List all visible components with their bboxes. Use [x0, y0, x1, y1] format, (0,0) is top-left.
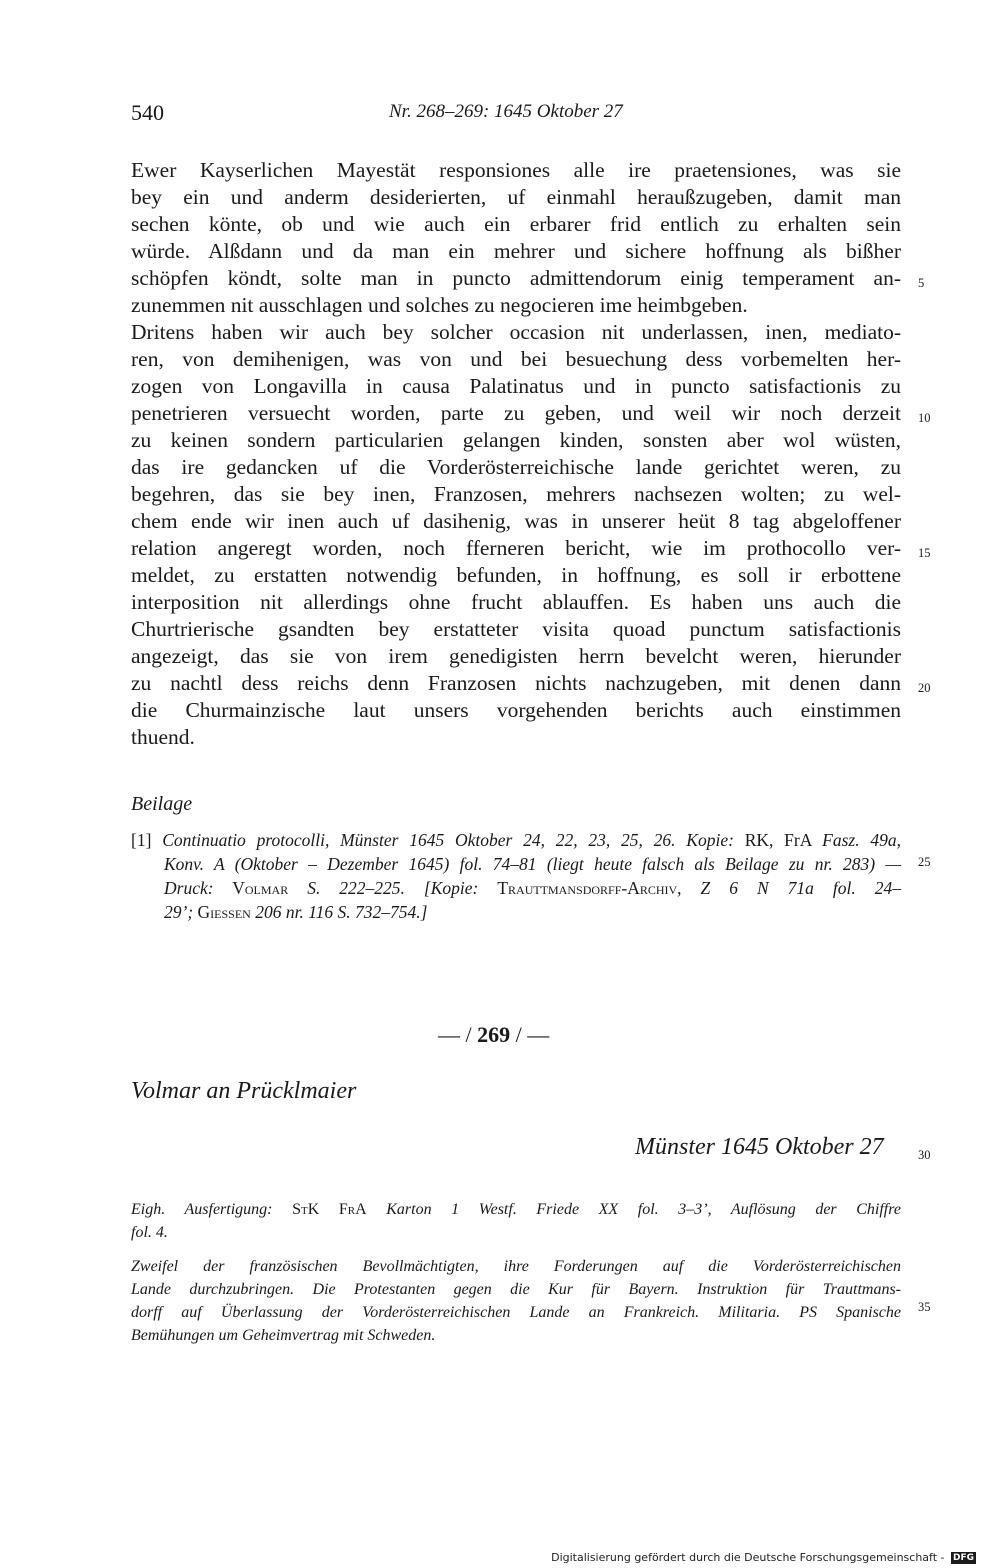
text-line: penetrieren versuecht worden, parte zu geben, und weil wir noch derzeit — [131, 401, 901, 425]
beilage-entry-line — [131, 828, 901, 852]
running-title: Nr. 268–269: 1645 Oktober 27 — [389, 101, 623, 122]
text-line: zunemmen nit ausschlagen und solches zu negocieren ime heimbgeben. — [131, 293, 748, 317]
beilage-text: Druck: — [164, 878, 214, 898]
source-line: fol. 4. — [131, 1224, 168, 1241]
beilage-entry-line — [164, 852, 901, 876]
regest-line: Bemühungen um Geheimvertrag mit Schweden. — [131, 1327, 436, 1344]
text-line: das ire gedancken uf die Vorderösterreichische lande gerichtet weren, zu — [131, 455, 901, 479]
line-number: 25 — [918, 855, 931, 869]
text-line: Churtrierische gsandten bey erstatteter visita quoad punctum satisfactionis — [131, 617, 901, 641]
text-line: sechen könte, ob und wie auch ein erbarer frid entlich zu erhalten sein — [131, 212, 901, 236]
beilage-text: Fasz. 49a, — [822, 830, 902, 850]
text-line: chem ende wir inen auch uf dasihenig, was in unserer heüt 8 tag abgeloffener — [131, 509, 901, 533]
beilage-entry-line — [164, 900, 901, 924]
text-line: Ewer Kayserlichen Mayestät responsiones alle ire praetensiones, was sie — [131, 158, 901, 182]
line-number: 5 — [918, 276, 925, 290]
beilage-text: Trauttmansdorff-Archiv, — [497, 878, 682, 898]
text-line: meldet, zu erstatten notwendig befunden, in hoffnung, es soll ir erbottene — [131, 563, 901, 587]
document-place-date: Münster 1645 Oktober 27 — [635, 1134, 884, 1160]
regest-line: Lande durchzubringen. Die Protestanten gegen die Kur für Bayern. Instruktion für Trauttmans- — [131, 1281, 901, 1298]
line-number: 15 — [918, 546, 931, 560]
document-number-suffix: / — — [515, 1022, 550, 1047]
footer — [0, 1546, 1000, 1568]
regest-line: dorff auf Überlassung der Vorderösterreichischen Lande an Frankreich. Militaria. PS Spanische — [131, 1304, 901, 1321]
line-number: 30 — [918, 1148, 931, 1162]
source-line — [131, 1198, 901, 1221]
regest-line: Zweifel der französischen Bevollmächtigten, ihre Forderungen auf die Vorderösterreichischen — [131, 1258, 901, 1275]
beilage-text: RK, FrA — [733, 830, 823, 850]
beilage-text: 29’; — [164, 902, 198, 922]
text-line: schöpfen köndt, solte man in puncto admittendorum einig temperament an- — [131, 266, 901, 290]
text-line: zu nachtl dess reichs denn Franzosen nichts nachzugeben, mit denen dann — [131, 671, 901, 695]
text-line: zu keinen sondern particularien gelangen kinden, sonsten aber wol wüsten, — [131, 428, 901, 452]
footer-credit-text: Digitalisierung gefördert durch die Deutsche Forschungsgemeinschaft - — [551, 1551, 945, 1564]
document-addressee: Volmar an Prücklmaier — [131, 1078, 357, 1104]
source-text: Eigh. Ausfertigung: — [131, 1201, 293, 1218]
source-text: StK FrA — [292, 1201, 367, 1218]
text-line: angezeigt, das sie von irem genedigisten herrn bevelcht weren, hierunder — [131, 644, 901, 668]
page-number: 540 — [131, 100, 164, 125]
beilage-marker: [1] — [131, 830, 152, 850]
beilage-heading: Beilage — [131, 793, 193, 815]
beilage-text: Continuatio protocolli, Münster 1645 Oktober 24, 22, 23, 25, 26. Kopie: — [162, 830, 734, 850]
document-number — [438, 1022, 549, 1048]
text-line: begehren, das sie bey inen, Franzosen, mehrers nachsezen wolten; zu wel- — [131, 482, 901, 506]
document-number-value: 269 — [477, 1022, 511, 1047]
beilage-text: Z 6 N 71a fol. 24– — [681, 878, 901, 898]
beilage-text: 206 nr. 116 S. 732–754.] — [250, 902, 428, 922]
source-text: Karton 1 Westf. Friede XX fol. 3–3’, Auflösung der Chiffre — [366, 1201, 901, 1218]
beilage-text: S. 222–225. [Kopie: — [307, 878, 498, 898]
text-line: relation angeregt worden, noch fferneren bericht, wie im prothocollo ver- — [131, 536, 901, 560]
document-number-prefix: — / — [438, 1022, 472, 1047]
beilage-text: Giessen — [197, 902, 251, 922]
text-line: die Churmainzische laut unsers vorgehenden berichts auch einstimmen — [131, 698, 901, 722]
text-line: thuend. — [131, 725, 195, 749]
footer-credit — [551, 1551, 976, 1564]
line-number: 10 — [918, 411, 931, 425]
beilage-entry-line — [164, 876, 901, 900]
beilage-text: Volmar — [213, 878, 308, 898]
text-line: würde. Alßdann und da man ein mehrer und sichere hoffnung als bißher — [131, 239, 901, 263]
text-line: interposition nit allerdings ohne frucht ablauffen. Es haben uns auch die — [131, 590, 901, 614]
dfg-logo: DFG — [952, 1553, 974, 1563]
line-number: 20 — [918, 681, 931, 695]
text-line: ren, von demihenigen, was von und bei besuechung dess vorbemelten her- — [131, 347, 901, 371]
line-number: 35 — [918, 1300, 931, 1314]
text-line: zogen von Longavilla in causa Palatinatus und in puncto satisfactionis zu — [131, 374, 901, 398]
text-line: Dritens haben wir auch bey solcher occasion nit underlassen, inen, mediato- — [131, 320, 901, 344]
beilage-text: Konv. A (Oktober – Dezember 1645) fol. 74–81 (liegt heute falsch als Beilage zu nr. 283) — — [164, 854, 901, 874]
text-line: bey ein und anderm desiderierten, uf einmahl heraußzugeben, damit man — [131, 185, 901, 209]
